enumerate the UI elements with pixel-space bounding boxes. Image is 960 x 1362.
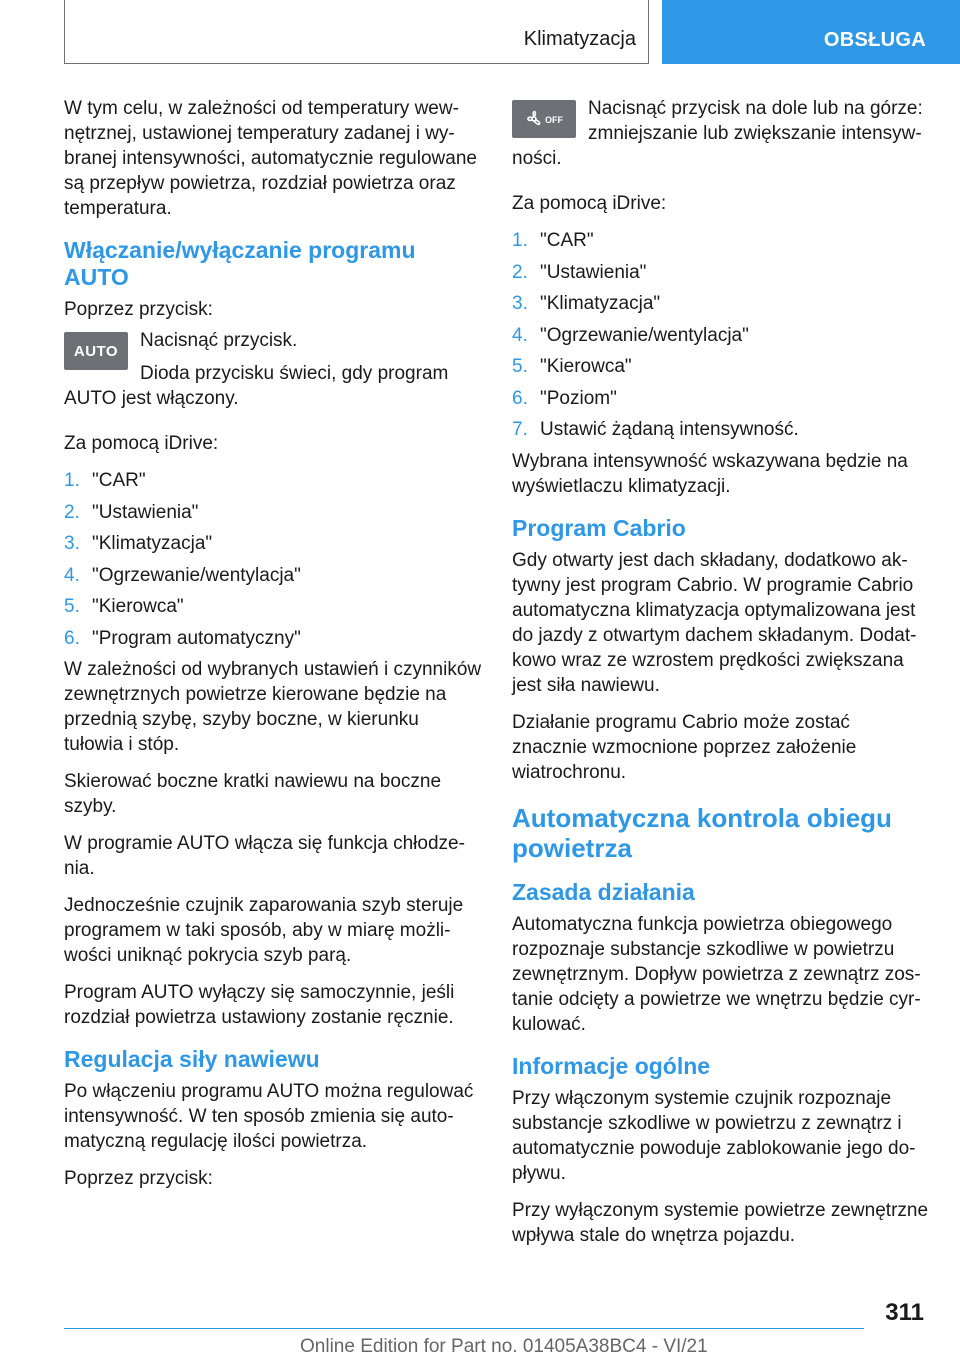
step-number: 1. <box>512 230 528 251</box>
step-text: "Klimatyzacja" <box>540 293 661 314</box>
heading-recirculation: Automatyczna kontrola obiegu powietrza <box>512 802 892 863</box>
step-number: 5. <box>512 356 528 377</box>
list-item <box>512 417 930 442</box>
step-number: 6. <box>512 387 528 409</box>
footer-divider <box>64 1328 864 1329</box>
footer-edition: Online Edition for Part no. 01405A38BC4 - VI/21 <box>300 1336 708 1357</box>
via-button-text: Poprzez przycisk: <box>64 299 213 320</box>
header-section-title: Klimatyzacja <box>523 28 636 50</box>
list-item <box>64 594 482 619</box>
step-text: "Poziom" <box>540 387 617 409</box>
step-text: "Ogrzewanie/wentylacja" <box>92 564 301 586</box>
list-item <box>64 563 482 588</box>
list-item <box>64 626 482 651</box>
step-number: 4. <box>64 564 80 586</box>
paragraph-vents: Skierować boczne kratki nawiewu na boczne szyby. <box>64 771 442 817</box>
paragraph-fog-sensor: Jednocześnie czujnik zaparowania szyb steruje programem w taki sposób, aby w miarę możliwości uniknąć pokrycia szyb parą. <box>64 895 464 966</box>
step-number: 3. <box>64 533 80 554</box>
fan-off-label: OFF <box>545 115 563 125</box>
list-item <box>512 354 930 379</box>
paragraph-auto-off: Program AUTO wyłączy się samoczynnie, jeśli rozdział powietrza ustawiony zostanie ręcznie. <box>64 982 455 1028</box>
via-button-text-2: Poprzez przycisk: <box>64 1168 213 1189</box>
list-item <box>512 260 930 285</box>
list-item <box>512 386 930 411</box>
heading-cabrio: Program Cabrio <box>512 514 686 541</box>
paragraph-fan-intensity: Po włączeniu programu AUTO można regulować intensywność. W ten sposób zmienia się automatyczną regulację ilości powietrza. <box>64 1081 474 1152</box>
step-text: "Kierowca" <box>92 596 184 617</box>
step-text: "Kierowca" <box>540 356 632 377</box>
step-text: Ustawić żądaną intensywność. <box>540 419 799 440</box>
paragraph-system-off: Przy wyłączonym systemie powietrze zewnętrzne wpływa stale do wnętrza pojazdu. <box>512 1199 929 1246</box>
list-item <box>512 323 930 348</box>
header-section-box <box>64 0 649 64</box>
step-text: "CAR" <box>540 230 594 251</box>
step-text: "Ogrzewanie/wentylacja" <box>540 324 749 346</box>
step-text: "Ustawienia" <box>540 261 647 283</box>
heading-fan-control: Regulacja siły nawiewu <box>64 1046 320 1072</box>
paragraph-windscreen: Działanie programu Cabrio może zostać znacznie wzmocnione poprzez założenie wiatrochronu. <box>512 711 857 783</box>
fan-button-block <box>512 96 930 179</box>
header-chapter-title: OBSŁUGA <box>823 29 926 51</box>
paragraph-cabrio: Gdy otwarty jest dach składany, dodatkowo aktywny jest program Cabrio. W programie Cabrio automatyczna klimatyzacja optymalizowana jest do jazdy z otwartym dachem składanym. Dodatkowo wraz ze wzrostem prędkości zwiększana jest siła nawiewu. <box>512 549 917 696</box>
step-number: 4. <box>512 324 528 346</box>
fan-press-text: Nacisnąć przycisk na dole lub na górze: zmniejszanie lub zwiększanie intensywności. <box>512 98 923 169</box>
left-column <box>64 96 482 1203</box>
right-column <box>512 96 930 1260</box>
idrive-text: Za pomocą iDrive: <box>64 433 219 454</box>
paragraph-distribution: W zależności od wybranych ustawień i czynników zewnętrznych powietrze kierowane będzie na przednią szybę, szyby boczne, w kierunku tułowia i stóp. <box>64 659 482 755</box>
step-number: 2. <box>512 261 528 283</box>
fan-icon <box>521 105 567 133</box>
led-info-text: Dioda przycisku świeci, gdy program AUTO jest włączony. <box>64 363 449 409</box>
list-item <box>64 500 482 525</box>
fan-button-icon <box>512 100 576 138</box>
step-number: 2. <box>64 501 80 523</box>
auto-steps-list <box>64 468 482 651</box>
auto-button-label: AUTO <box>73 342 119 360</box>
paragraph-principle: Automatyczna funkcja powietrza obiegowego rozpoznaje substancje szkodliwe w powietrzu zewnętrznym. Dopływ powietrza z zewnątrz zostanie odcięty a powietrze we wnętrzu będzie cyrkulować. <box>512 913 921 1035</box>
idrive-text-right: Za pomocą iDrive: <box>512 193 667 214</box>
paragraph-cooling: W programie AUTO włącza się funkcja chłodzenia. <box>64 833 465 879</box>
step-number: 6. <box>64 627 80 649</box>
page-number: 311 <box>885 1299 924 1326</box>
step-text: "Program automatyczny" <box>92 627 301 649</box>
step-text: "CAR" <box>92 470 146 491</box>
step-number: 7. <box>512 419 528 440</box>
auto-button-block <box>64 328 482 419</box>
auto-button-icon <box>64 332 128 370</box>
list-item <box>64 531 482 556</box>
step-text: "Ustawienia" <box>92 501 199 523</box>
heading-general-info: Informacje ogólne <box>512 1052 711 1079</box>
paragraph-intensity-display: Wybrana intensywność wskazywana będzie na wyświetlaczu klimatyzacji. <box>512 450 908 497</box>
heading-auto-program: Włączanie/wyłączanie programu AUTO <box>64 237 416 290</box>
header-chapter-tab <box>662 0 960 64</box>
step-number: 1. <box>64 470 80 491</box>
list-item <box>64 468 482 493</box>
press-button-text: Nacisnąć przycisk. <box>140 330 298 351</box>
heading-principle: Zasada działania <box>512 878 695 905</box>
step-text: "Klimatyzacja" <box>92 533 213 554</box>
paragraph-system-on: Przy włączonym systemie czujnik rozpoznaje substancje szkodliwe w powietrzu z zewnątrz i automatycznie powoduje zablokowanie jego dopływu. <box>512 1087 916 1184</box>
intro-paragraph: W tym celu, w zależności od temperatury wewnętrznej, ustawionej temperatury zadanej i wybranej intensywności, automatycznie regulowane są przepływ powietrza, rozdział powietrza oraz temperatura. <box>64 98 477 219</box>
list-item <box>512 291 930 316</box>
step-number: 5. <box>64 596 80 617</box>
step-number: 3. <box>512 293 528 314</box>
fan-steps-list <box>512 228 930 442</box>
list-item <box>512 228 930 253</box>
